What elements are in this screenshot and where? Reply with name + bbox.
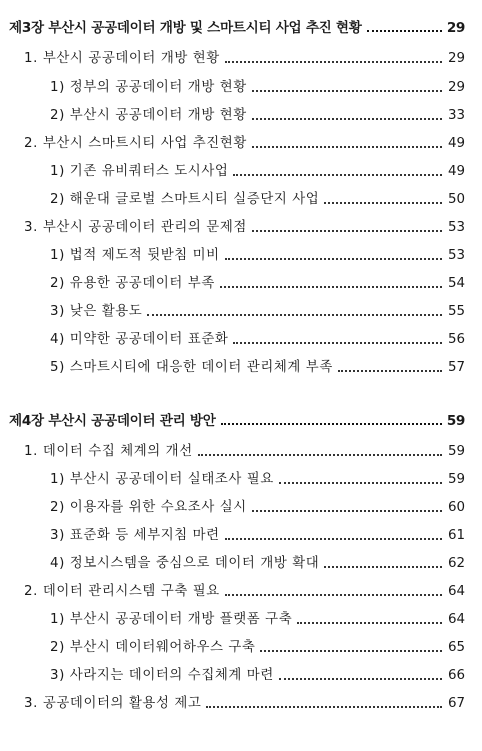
subsection-entry[interactable] — [50, 552, 465, 576]
subsection-entry[interactable] — [50, 76, 465, 100]
subsection-title: 1) 부산시 공공데이터 개방 플랫폼 구축 — [50, 612, 293, 627]
page-number: 50 — [447, 192, 465, 207]
subsection-title: 2) 이용자를 위한 수요조사 실시 — [50, 500, 247, 515]
page-number: 59 — [447, 472, 465, 487]
subsection-title: 4) 정보시스템을 중심으로 데이터 개방 확대 — [50, 556, 320, 571]
page-number: 57 — [447, 360, 465, 375]
subsection-entry[interactable] — [50, 272, 465, 296]
page-number: 33 — [447, 108, 465, 123]
chapter-4-entry[interactable] — [9, 409, 465, 433]
dot-leader — [221, 422, 442, 425]
subsection-title: 3) 낮은 활용도 — [50, 304, 143, 319]
subsection-entry[interactable] — [50, 496, 465, 520]
section-title: 1. 데이터 수집 체계의 개선 — [24, 444, 193, 459]
subsection-entry[interactable] — [50, 244, 465, 268]
dot-leader — [252, 117, 442, 120]
subsection-title: 2) 해운대 글로벌 스마트시티 실증단지 사업 — [50, 192, 320, 207]
subsection-title: 3) 표준화 등 세부지침 마련 — [50, 528, 220, 543]
subsection-title: 5) 스마트시티에 대응한 데이터 관리체계 부족 — [50, 360, 333, 375]
page-number: 59 — [447, 444, 465, 459]
dot-leader — [279, 677, 442, 680]
section-title: 2. 부산시 스마트시티 사업 추진현황 — [24, 136, 247, 151]
section-title: 2. 데이터 관리시스템 구축 필요 — [24, 584, 220, 599]
page-number: 59 — [446, 413, 465, 429]
dot-leader — [206, 705, 442, 708]
page-number: 29 — [446, 20, 465, 36]
dot-leader — [233, 173, 442, 176]
page-number: 65 — [447, 640, 465, 655]
subsection-entry[interactable] — [50, 524, 465, 548]
dot-leader — [324, 201, 442, 204]
subsection-title: 1) 부산시 공공데이터 실태조사 필요 — [50, 472, 274, 487]
dot-leader — [233, 341, 442, 344]
subsection-entry[interactable] — [50, 160, 465, 184]
subsection-title: 3) 사라지는 데이터의 수집체계 마련 — [50, 668, 274, 683]
page-number: 53 — [447, 248, 465, 263]
subsection-title: 1) 정부의 공공데이터 개방 현황 — [50, 80, 247, 95]
chapter-title: 제3장 부산시 공공데이터 개방 및 스마트시티 사업 추진 현황 — [9, 20, 362, 36]
page-number: 62 — [447, 556, 465, 571]
subsection-title: 2) 유용한 공공데이터 부족 — [50, 276, 215, 291]
subsection-title: 2) 부산시 데이터웨어하우스 구축 — [50, 640, 256, 655]
page-number: 56 — [447, 332, 465, 347]
subsection-entry[interactable] — [50, 468, 465, 492]
page-number: 55 — [447, 304, 465, 319]
dot-leader — [252, 145, 442, 148]
section-entry[interactable] — [24, 132, 465, 156]
dot-leader — [225, 60, 442, 63]
subsection-entry[interactable] — [50, 664, 465, 688]
dot-leader — [324, 565, 442, 568]
section-entry[interactable] — [24, 216, 465, 240]
page-number: 64 — [447, 612, 465, 627]
section-entry[interactable] — [24, 692, 465, 716]
section-title: 3. 부산시 공공데이터 관리의 문제점 — [24, 220, 247, 235]
subsection-title: 1) 법적 제도적 뒷받침 미비 — [50, 248, 220, 263]
dot-leader — [367, 29, 442, 32]
dot-leader — [279, 481, 442, 484]
subsection-entry[interactable] — [50, 356, 465, 380]
subsection-entry[interactable] — [50, 328, 465, 352]
dot-leader — [252, 89, 442, 92]
page-number: 67 — [447, 696, 465, 711]
page-number: 53 — [447, 220, 465, 235]
dot-leader — [260, 649, 442, 652]
page-number: 49 — [447, 164, 465, 179]
subsection-title: 4) 미약한 공공데이터 표준화 — [50, 332, 229, 347]
subsection-entry[interactable] — [50, 104, 465, 128]
dot-leader — [225, 257, 442, 260]
page-number: 64 — [447, 584, 465, 599]
page-number: 60 — [447, 500, 465, 515]
subsection-entry[interactable] — [50, 636, 465, 660]
dot-leader — [225, 537, 442, 540]
subsection-title: 1) 기존 유비쿼터스 도시사업 — [50, 164, 229, 179]
page-number: 29 — [447, 51, 465, 66]
subsection-entry[interactable] — [50, 300, 465, 324]
dot-leader — [147, 313, 442, 316]
dot-leader — [198, 453, 442, 456]
section-entry[interactable] — [24, 580, 465, 604]
chapter-title: 제4장 부산시 공공데이터 관리 방안 — [9, 413, 216, 429]
subsection-title: 2) 부산시 공공데이터 개방 현황 — [50, 108, 247, 123]
section-title: 1. 부산시 공공데이터 개방 현황 — [24, 51, 220, 66]
page-number: 54 — [447, 276, 465, 291]
dot-leader — [338, 369, 442, 372]
section-entry[interactable] — [24, 47, 465, 71]
dot-leader — [297, 621, 442, 624]
dot-leader — [252, 229, 442, 232]
chapter-3-entry[interactable] — [9, 16, 465, 40]
subsection-entry[interactable] — [50, 608, 465, 632]
page-number: 66 — [447, 668, 465, 683]
section-entry[interactable] — [24, 440, 465, 464]
dot-leader — [252, 509, 442, 512]
subsection-entry[interactable] — [50, 188, 465, 212]
page-number: 49 — [447, 136, 465, 151]
section-title: 3. 공공데이터의 활용성 제고 — [24, 696, 202, 711]
page-number: 29 — [447, 80, 465, 95]
page-number: 61 — [447, 528, 465, 543]
dot-leader — [220, 285, 442, 288]
dot-leader — [225, 593, 442, 596]
